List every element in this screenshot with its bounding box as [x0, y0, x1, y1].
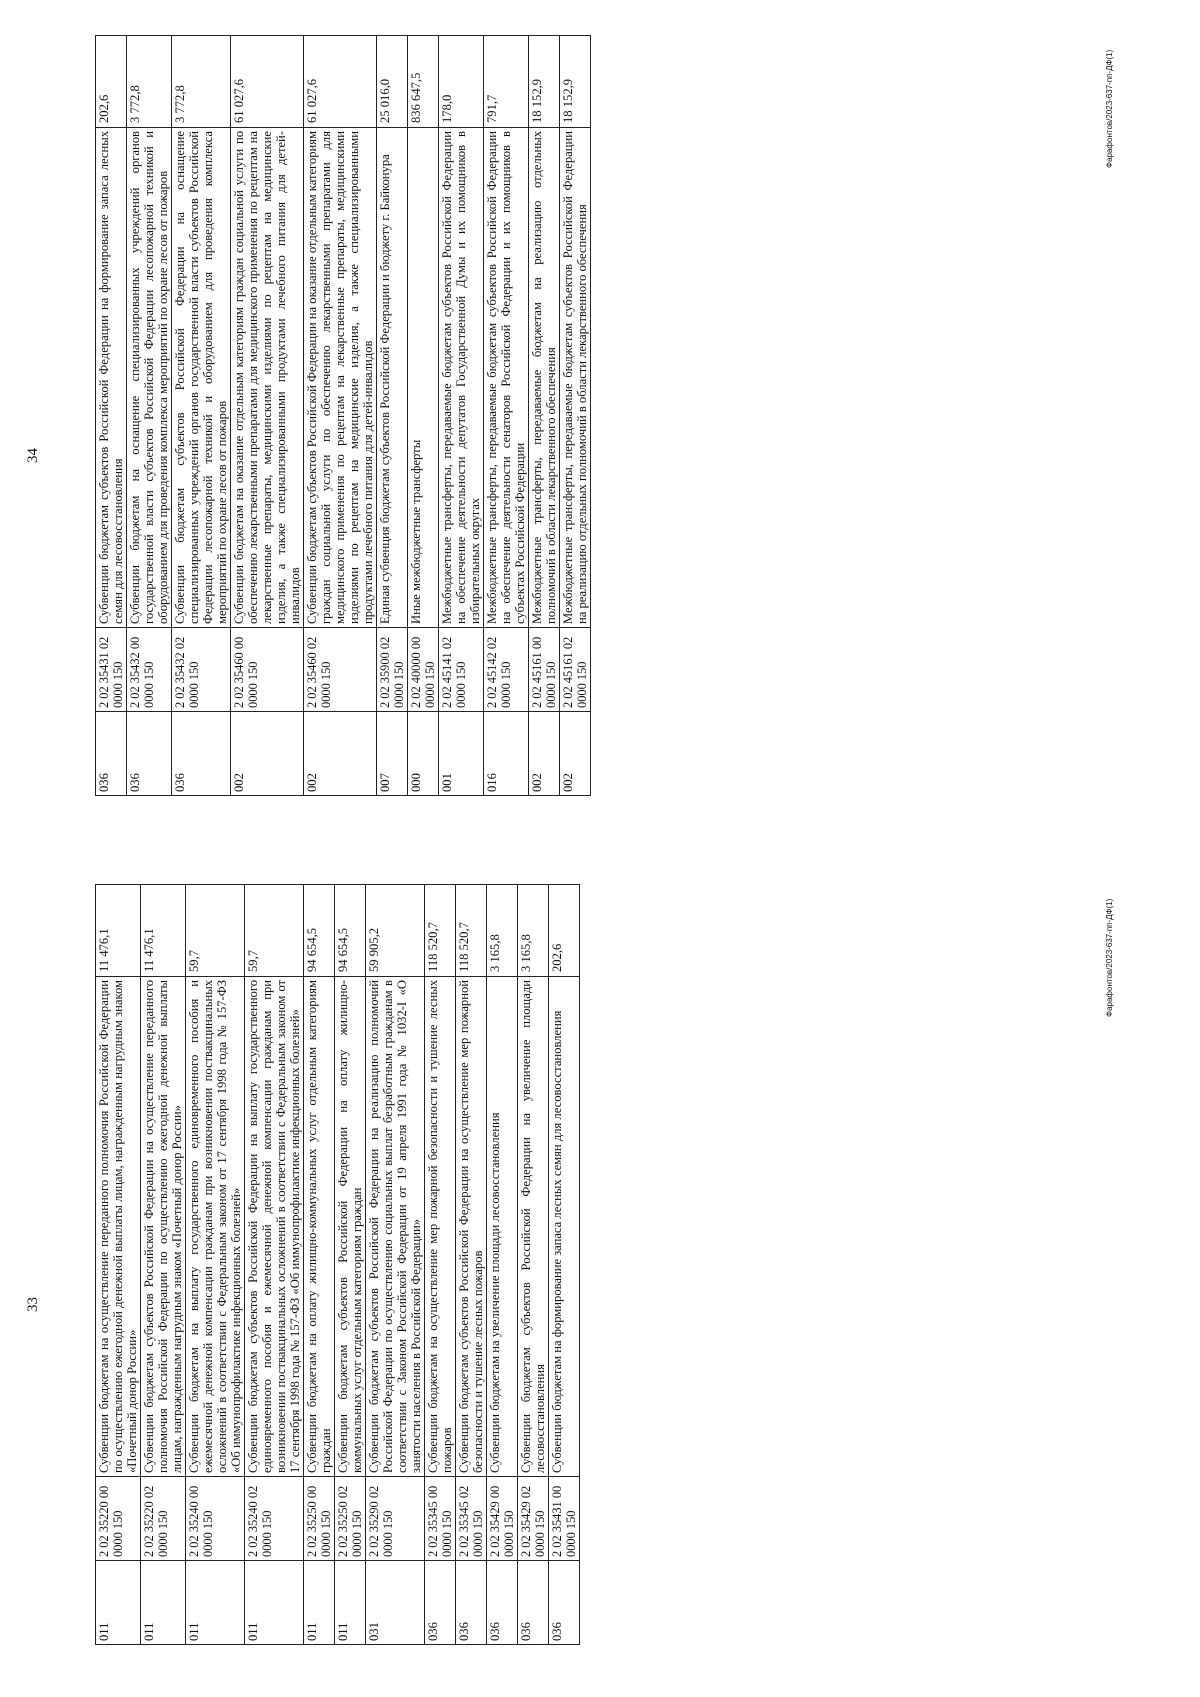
code-cell: 016: [484, 712, 529, 796]
kbk-cell: 2 02 35432 00 0000 150: [127, 628, 172, 712]
kbk-cell: 2 02 35240 02 0000 150: [245, 1477, 304, 1561]
kbk-cell: 2 02 35431 02 0000 150: [96, 628, 127, 712]
table-row: [231, 36, 304, 796]
kbk-cell: 2 02 45141 02 0000 150: [439, 628, 484, 712]
description-cell: Субвенции бюджетам субъектов Российской Федерации на оснащение специализированных учреждений органов государственной власти субъектов Российской Федерации лесопожарной техникой и оборудованием для проведения комплекса мероприятий по охране лесов от пожаров: [172, 128, 231, 628]
code-cell: 007: [377, 712, 408, 796]
code-cell: 011: [186, 1561, 245, 1645]
table-row: [529, 36, 560, 796]
table-row: [549, 885, 580, 1645]
code-cell: 031: [366, 1561, 425, 1645]
kbk-cell: 2 02 45161 00 0000 150: [529, 628, 560, 712]
table-row: [245, 885, 304, 1645]
kbk-cell: 2 02 35460 00 0000 150: [231, 628, 304, 712]
description-cell: Субвенции бюджетам на осуществление переданного полномочия Российской Федерации по осуществлению ежегодной денежной выплаты лицам, награжденным нагрудным знаком «Почетный донор России»: [96, 977, 141, 1477]
description-cell: Межбюджетные трансферты, передаваемые бюджетам субъектов Российской Федерации на обеспечение деятельности сенаторов Российской Федерации и их помощников в субъектах Российской Федерации: [484, 128, 529, 628]
table-row: [408, 36, 439, 796]
value-cell: 25 016,0: [377, 36, 408, 128]
kbk-cell: 2 02 35429 00 0000 150: [487, 1477, 518, 1561]
page-34: [0, 0, 1200, 848]
value-cell: 59,7: [245, 885, 304, 977]
code-cell: 011: [96, 1561, 141, 1645]
table-row: [377, 36, 408, 796]
value-cell: 61 027,6: [231, 36, 304, 128]
table-row: [96, 36, 127, 796]
description-cell: Межбюджетные трансферты, передаваемые бюджетам субъектов Российской Федерации на обеспечение деятельности депутатов Государственной Думы и их помощников в избирательных округах: [439, 128, 484, 628]
kbk-cell: 2 02 35460 02 0000 150: [304, 628, 377, 712]
code-cell: 036: [518, 1561, 549, 1645]
code-cell: 036: [456, 1561, 487, 1645]
value-cell: 59,7: [186, 885, 245, 977]
code-cell: 036: [127, 712, 172, 796]
table-row: [456, 885, 487, 1645]
kbk-cell: 2 02 35220 00 0000 150: [96, 1477, 141, 1561]
kbk-cell: 2 02 35429 02 0000 150: [518, 1477, 549, 1561]
value-cell: 11 476,1: [96, 885, 141, 977]
kbk-cell: 2 02 35290 02 0000 150: [366, 1477, 425, 1561]
code-cell: 011: [304, 1561, 335, 1645]
kbk-cell: 2 02 35250 00 0000 150: [304, 1477, 335, 1561]
kbk-cell: 2 02 45161 02 0000 150: [560, 628, 591, 712]
value-cell: 202,6: [549, 885, 580, 977]
value-cell: 94 654,5: [304, 885, 335, 977]
table-row: [304, 36, 377, 796]
code-cell: 036: [172, 712, 231, 796]
description-cell: Субвенции бюджетам субъектов Российской Федерации на осуществление мер пожарной безопасности и тушение лесных пожаров: [456, 977, 487, 1477]
description-cell: Межбюджетные трансферты, передаваемые бюджетам субъектов Российской Федерации на реализацию отдельных полномочий в области лекарственного обеспечения: [560, 128, 591, 628]
table-row: [560, 36, 591, 796]
description-cell: Субвенции бюджетам субъектов Российской Федерации на реализацию полномочий Российской Федерации по осуществлению социальных выплат безработным гражданам в соответствии с Законом Российской Федерации от 19 апреля 1991 года № 1032-I «О занятости населения в Российской Федерации»: [366, 977, 425, 1477]
table-row: [186, 885, 245, 1645]
value-cell: 18 152,9: [529, 36, 560, 128]
description-cell: Субвенции бюджетам субъектов Российской Федерации на выплату государственного единовременного пособия и ежемесячной денежной компенсации гражданам при возникновении поствакцинальных осложнений в соответствии с Федеральным законом от 17 сентября 1998 года № 157-ФЗ «Об иммунопрофилактике инфекционных болезней»: [245, 977, 304, 1477]
kbk-cell: 2 02 35240 00 0000 150: [186, 1477, 245, 1561]
description-cell: Субвенции бюджетам на осуществление мер пожарной безопасности и тушение лесных пожаров: [425, 977, 456, 1477]
value-cell: 178,0: [439, 36, 484, 128]
value-cell: 3 772,8: [127, 36, 172, 128]
code-cell: 002: [304, 712, 377, 796]
value-cell: 3 165,8: [487, 885, 518, 977]
value-cell: 3 165,8: [518, 885, 549, 977]
code-cell: 011: [245, 1561, 304, 1645]
code-cell: 000: [408, 712, 439, 796]
page-number: 33: [25, 1297, 41, 1312]
description-cell: Субвенции бюджетам на увеличение площади лесовосстановления: [487, 977, 518, 1477]
value-cell: 61 027,6: [304, 36, 377, 128]
description-cell: Субвенции бюджетам субъектов Российской Федерации на оказание отдельным категориям граждан социальной услуги по обеспечению лекарственными препаратами для медицинского применения по рецептам на лекарственные препараты, медицинскими изделиями по рецептам на медицинские изделия, а также специализированными продуктами лечебного питания для детей-инвалидов: [304, 128, 377, 628]
code-cell: 036: [487, 1561, 518, 1645]
code-cell: 002: [231, 712, 304, 796]
table-row: [518, 885, 549, 1645]
table-row: [127, 36, 172, 796]
description-cell: Субвенции бюджетам субъектов Российской Федерации на формирование запаса лесных семян для лесовосстановления: [96, 128, 127, 628]
description-cell: Иные межбюджетные трансферты: [408, 128, 439, 628]
description-cell: Субвенции бюджетам субъектов Российской Федерации на увеличение площади лесовосстановления: [518, 977, 549, 1477]
kbk-cell: 2 02 35431 00 0000 150: [549, 1477, 580, 1561]
table-row: [484, 36, 529, 796]
page-33: [0, 849, 1200, 1697]
value-cell: 118 520,7: [456, 885, 487, 977]
description-cell: Субвенции бюджетам на выплату государственного единовременного пособия и ежемесячной денежной компенсации гражданам при возникновении поствакцинальных осложнений в соответствии с Федеральным законом от 17 сентября 1998 года № 157-ФЗ «Об иммунопрофилактике инфекционных болезней»: [186, 977, 245, 1477]
value-cell: 202,6: [96, 36, 127, 128]
description-cell: Единая субвенция бюджетам субъектов Российской Федерации и бюджету г. Байконура: [377, 128, 408, 628]
table-row: [439, 36, 484, 796]
kbk-cell: 2 02 40000 00 0000 150: [408, 628, 439, 712]
description-cell: Субвенции бюджетам субъектов Российской Федерации на оплату жилищно-коммунальных услуг отдельным категориям граждан: [335, 977, 366, 1477]
description-cell: Субвенции бюджетам на оказание отдельным категориям граждан социальной услуги по обеспечению лекарственными препаратами для медицинского применения по рецептам на лекарственные препараты, медицинскими изделиями по рецептам на медицинские изделия, а также специализированными продуктами лечебного питания для детей-инвалидов: [231, 128, 304, 628]
code-cell: 002: [529, 712, 560, 796]
table-row: [487, 885, 518, 1645]
table-row: [172, 36, 231, 796]
document-footer: Фарафонтов/2023-637-пп-ДФ(1): [1105, 898, 1114, 1017]
code-cell: 011: [141, 1561, 186, 1645]
table-row: [425, 885, 456, 1645]
description-cell: Субвенции бюджетам субъектов Российской Федерации на осуществление переданного полномочия Российской Федерации по осуществлению ежегодной денежной выплаты лицам, награжденным нагрудным знаком «Почетный донор России»: [141, 977, 186, 1477]
description-cell: Межбюджетные трансферты, передаваемые бюджетам на реализацию отдельных полномочий в области лекарственного обеспечения: [529, 128, 560, 628]
kbk-cell: 2 02 35345 00 0000 150: [425, 1477, 456, 1561]
value-cell: 59 905,2: [366, 885, 425, 977]
table-row: [366, 885, 425, 1645]
budget-table: [95, 884, 580, 1645]
value-cell: 18 152,9: [560, 36, 591, 128]
description-cell: Субвенции бюджетам на формирование запаса лесных семян для лесовосстановления: [549, 977, 580, 1477]
value-cell: 11 476,1: [141, 885, 186, 977]
table-row: [304, 885, 335, 1645]
code-cell: 036: [96, 712, 127, 796]
table-row: [141, 885, 186, 1645]
kbk-cell: 2 02 35250 02 0000 150: [335, 1477, 366, 1561]
code-cell: 036: [549, 1561, 580, 1645]
value-cell: 791,7: [484, 36, 529, 128]
value-cell: 94 654,5: [335, 885, 366, 977]
code-cell: 036: [425, 1561, 456, 1645]
description-cell: Субвенции бюджетам на оснащение специализированных учреждений органов государственной власти субъектов Российской Федерации лесопожарной техникой и оборудованием для проведения комплекса мероприятий по охране лесов от пожаров: [127, 128, 172, 628]
kbk-cell: 2 02 35900 02 0000 150: [377, 628, 408, 712]
code-cell: 001: [439, 712, 484, 796]
table-row: [335, 885, 366, 1645]
kbk-cell: 2 02 35220 02 0000 150: [141, 1477, 186, 1561]
code-cell: 011: [335, 1561, 366, 1645]
kbk-cell: 2 02 35345 02 0000 150: [456, 1477, 487, 1561]
code-cell: 002: [560, 712, 591, 796]
value-cell: 3 772,8: [172, 36, 231, 128]
kbk-cell: 2 02 35432 02 0000 150: [172, 628, 231, 712]
table-row: [96, 885, 141, 1645]
kbk-cell: 2 02 45142 02 0000 150: [484, 628, 529, 712]
description-cell: Субвенции бюджетам на оплату жилищно-коммунальных услуг отдельным категориям граждан: [304, 977, 335, 1477]
value-cell: 836 647,5: [408, 36, 439, 128]
value-cell: 118 520,7: [425, 885, 456, 977]
budget-table: [95, 35, 591, 796]
page-number: 34: [25, 448, 41, 463]
document-footer: Фарафонтов/2023-637-пп-ДФ(1): [1105, 49, 1114, 168]
